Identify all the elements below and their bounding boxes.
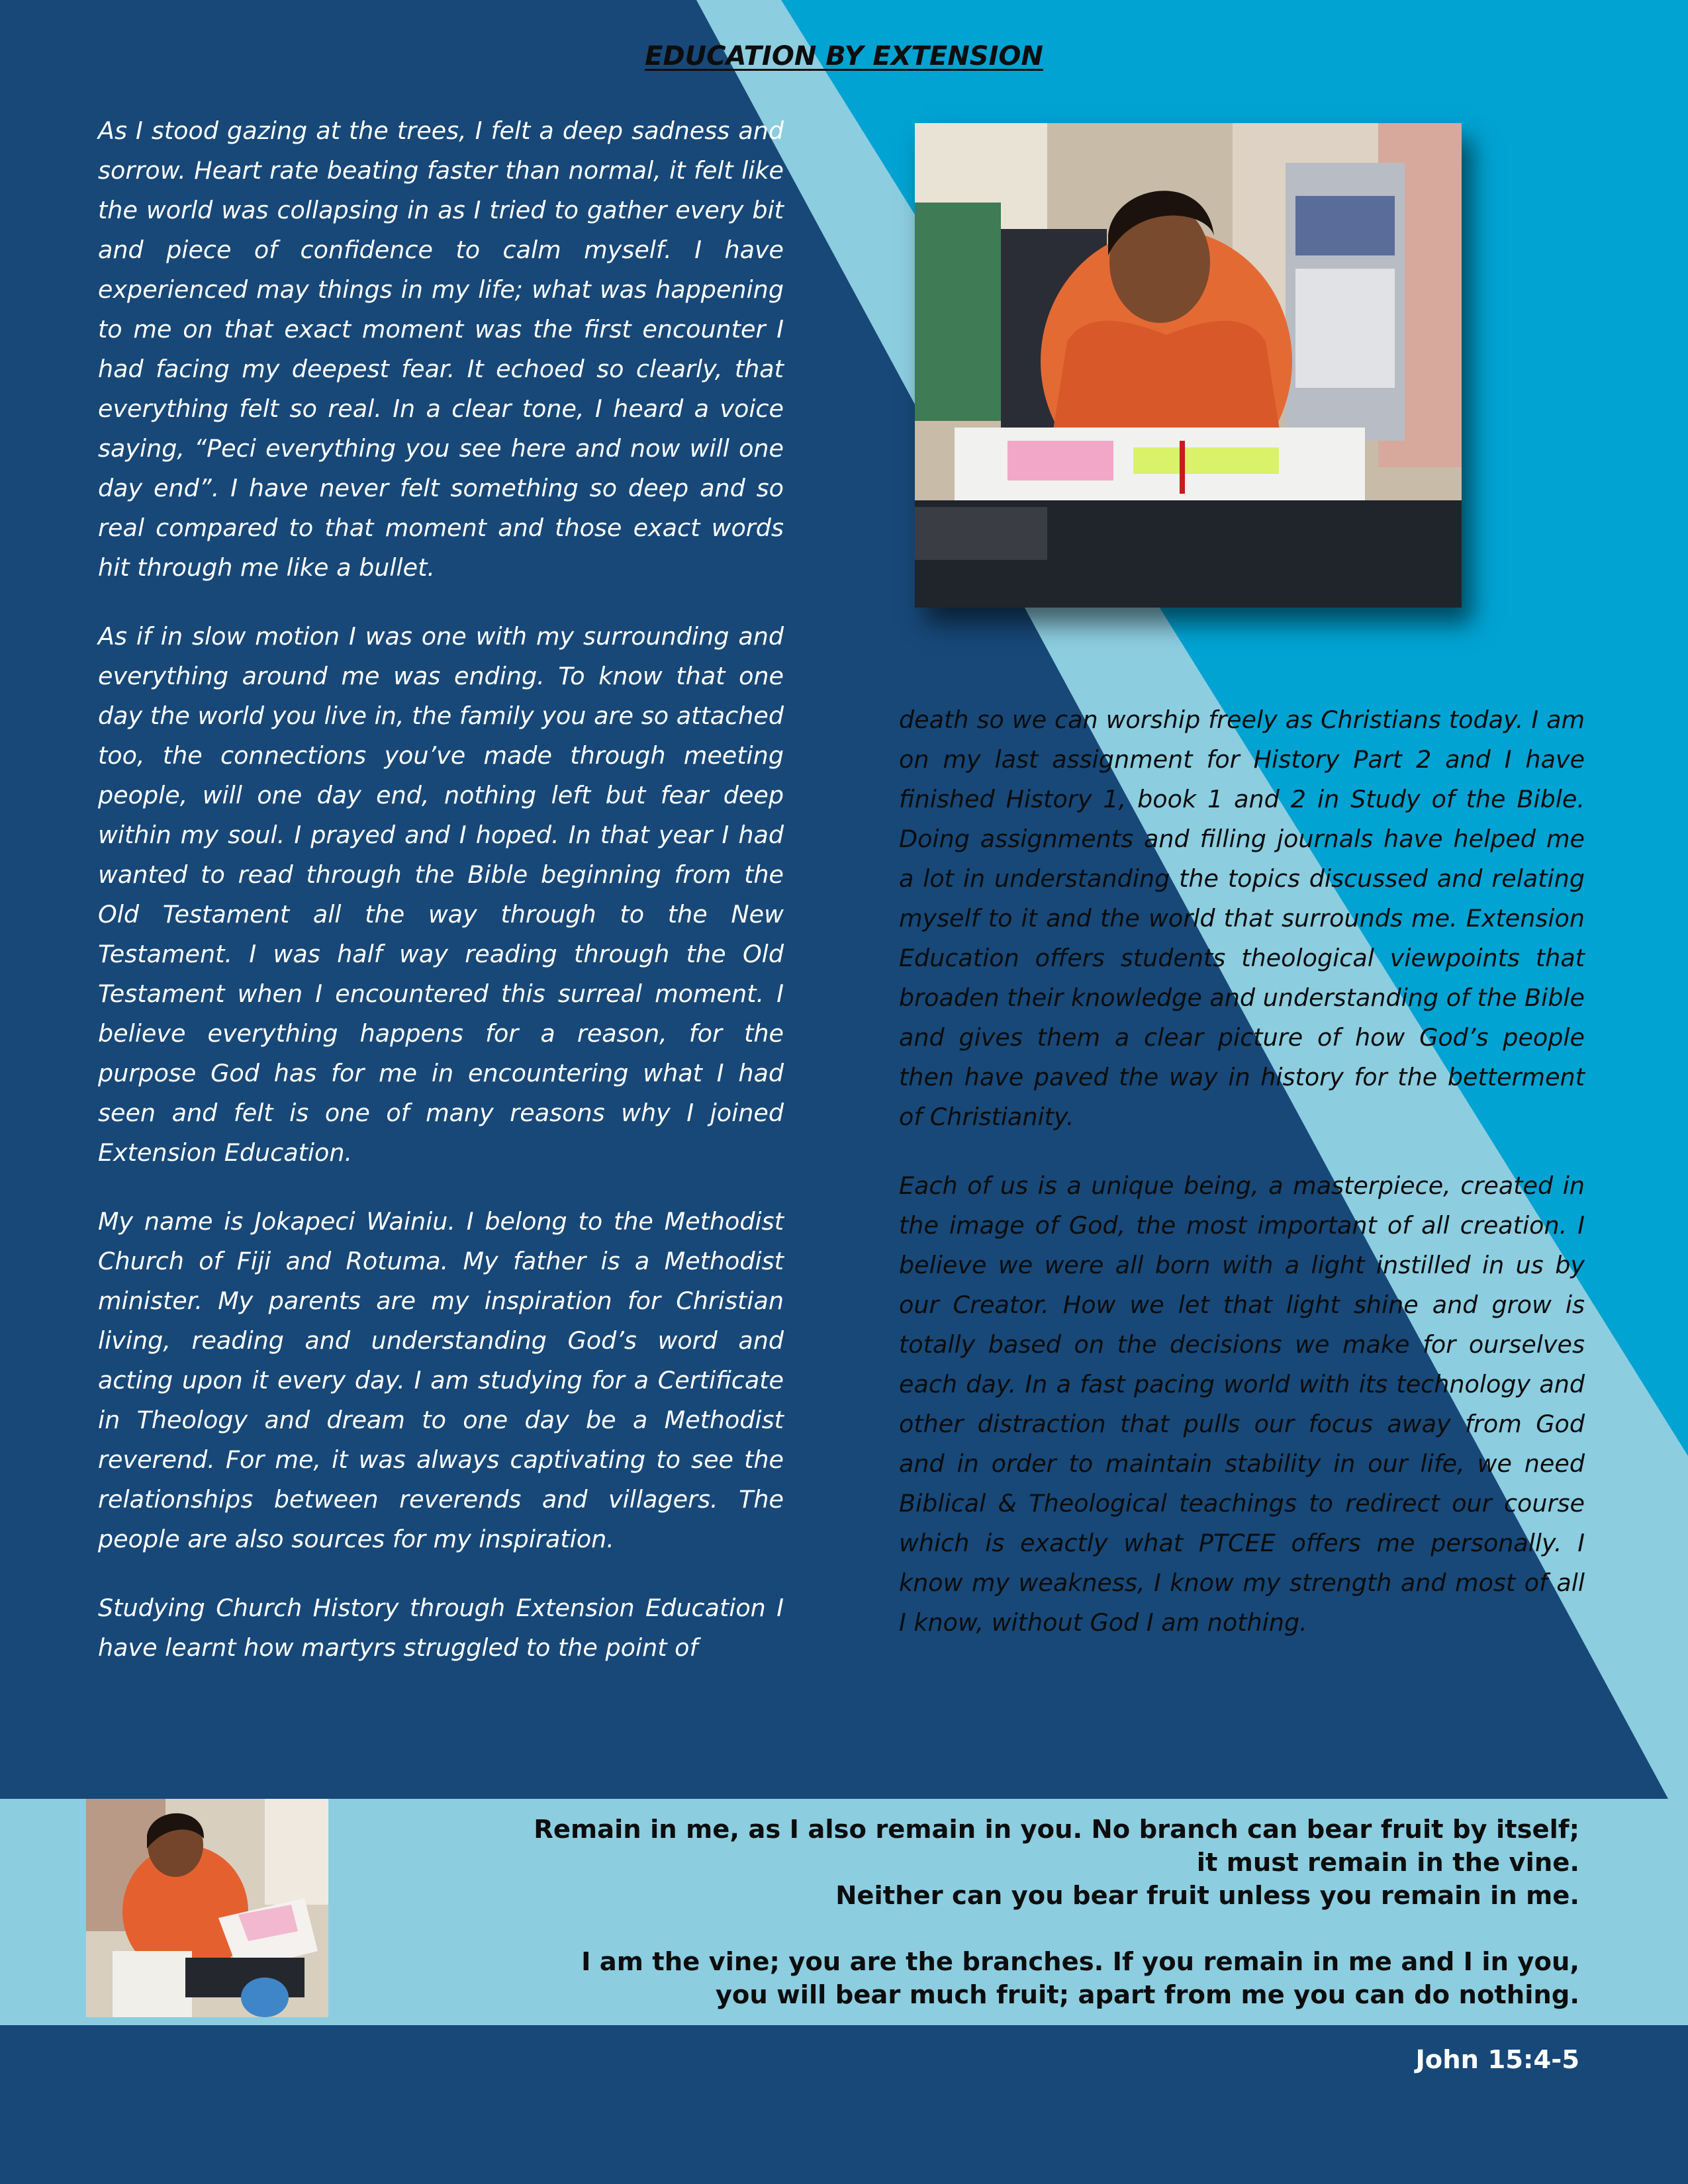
page-title: EDUCATION BY EXTENSION <box>645 41 1043 71</box>
verse-line: Neither can you bear fruit unless you remain in me. <box>835 1881 1579 1911</box>
verse-line: Remain in me, as I also remain in you. No branch can bear fruit by itself; <box>534 1815 1579 1844</box>
paragraph-studies: death so we can worship freely as Christians today. I am on my last assignment for History Part 2 and I have finished History 1, book 1 and 2 in Study of the Bible. Doing assignments and filling journals have helped me a lot in understanding the topics discussed and relating myself to it and the world that surrounds me. Extension Education offers students theological viewpoints that broaden their knowledge and understanding of the Bible and gives them a clear picture of how God’s people then have paved the way in history for the betterment of Christianity. <box>899 705 1585 1131</box>
verse-line: it must remain in the vine. <box>1196 1848 1579 1878</box>
scripture-verse <box>454 1813 1579 2012</box>
paragraph-unique-being: Each of us is a unique being, a masterpiece, created in the image of God, the most important of all creation. I believe we were all born with a light instilled in us by our Creator. How we let that light shine and grow is totally based on the decisions we make for ourselves each day. In a fast pacing world with its technology and other distraction that pulls our focus away from God and in order to maintain stability in our life, we need Biblical & Theological teachings to redirect our course which is exactly what PTCEE offers me personally. I know my weakness, I know my strength and most of all I know, without God I am nothing. <box>899 1171 1585 1637</box>
paragraph-church-history: Studying Church History through Extension Education I have learnt how martyrs struggled to the point of <box>98 1594 784 1662</box>
student-at-desk-photo <box>915 123 1462 608</box>
verse-line: you will bear much fruit; apart from me you can do nothing. <box>715 1980 1579 2010</box>
verse-reference: John 15:4-5 <box>1415 2045 1579 2075</box>
left-column-text <box>98 111 784 1697</box>
verse-spacer <box>454 1913 1579 1946</box>
student-reading-photo <box>86 1799 328 2017</box>
verse-line: I am the vine; you are the branches. If you remain in me and I in you, <box>581 1947 1579 1977</box>
paragraph-slow-motion: As if in slow motion I was one with my surrounding and everything around me was ending. To know that one day the world you live in, the family you are so attached too, the connections you’ve made through meeting people, will one day end, nothing left but fear deep within my soul. I prayed and I hoped. In that year I had wanted to read through the Bible beginning from the Old Testament all the way through to the New Testament. I was half way reading through the Old Testament when I encountered this surreal moment. I believe everything happens for a reason, for the purpose God has for me in encountering what I had seen and felt is one of many reasons why I joined Extension Education. <box>98 622 784 1167</box>
right-column-text <box>899 700 1585 1672</box>
paragraph-fear-encounter: As I stood gazing at the trees, I felt a deep sadness and sorrow. Heart rate beating faster than normal, it felt like the world was collapsing in as I tried to gather every bit and piece of confidence to calm myself. I have experienced may things in my life; what was happening to me on that exact moment was the first encounter I had facing my deepest fear. It echoed so clearly, that everything felt so real. In a clear tone, I heard a voice saying, “Peci everything you see here and now will one day end”. I have never felt something so deep and so real compared to that moment and those exact words hit through me like a bullet. <box>98 116 784 582</box>
paragraph-introduction: My name is Jokapeci Wainiu. I belong to the Methodist Church of Fiji and Rotuma. My father is a Methodist minister. My parents are my inspiration for Christian living, reading and understanding God’s word and acting upon it every day. I am studying for a Certificate in Theology and dream to one day be a Methodist reverend. For me, it was always captivating to see the relationships between reverends and villagers. The people are also sources for my inspiration. <box>98 1207 784 1553</box>
